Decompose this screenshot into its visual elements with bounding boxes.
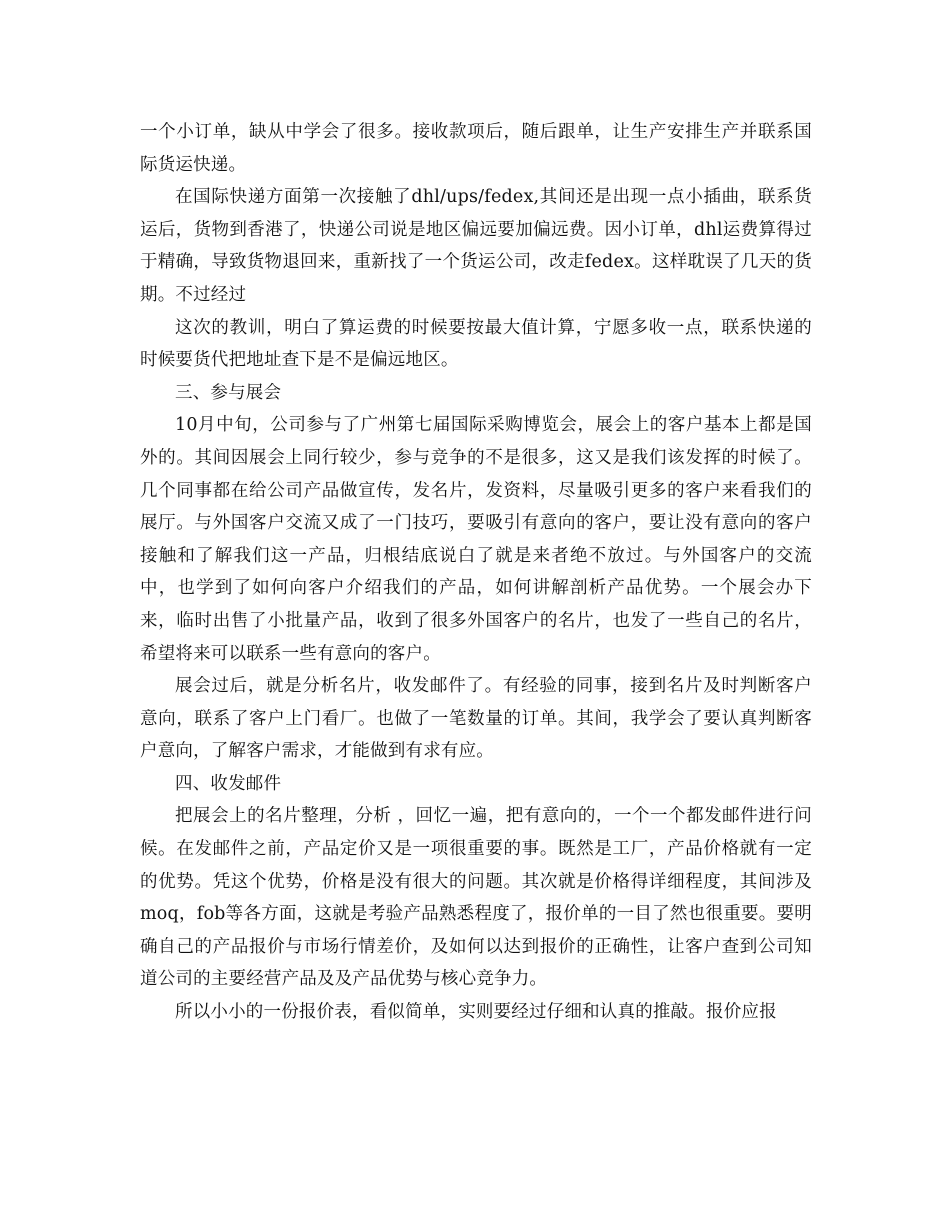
section-heading-exhibition: 三、参与展会 <box>175 382 282 403</box>
paragraph-express-shipping: 在国际快递方面第一次接触了dhl/ups/fedex,其间还是出现一点小插曲，联系货运后，货物到香港了，快递公司说是地区偏远要加偏远费。因小订单，dhl运费算得过于精确，导致货物退回来，重新找了一个货运公司，改走fedex。这样耽误了几天的货期。不过经过 <box>140 187 812 305</box>
paragraph-order-intro: 一个小订单，缺从中学会了很多。接收款项后，随后跟单，让生产安排生产并联系国际货运快递。 <box>140 122 812 175</box>
paragraph-shipping-lesson: 这次的教训，明白了算运费的时候要按最大值计算，宁愿多收一点，联系快递的时候要货代把地址查下是不是偏远地区。 <box>140 317 812 371</box>
paragraph-after-exhibition: 展会过后，就是分析名片，收发邮件了。有经验的同事，接到名片及时判断客户意向，联系了客户上门看厂。也做了一笔数量的订单。其间，我学会了要认真判断客户意向，了解客户需求，才能做到有求有应。 <box>140 676 812 762</box>
document-body <box>140 116 812 1029</box>
section-heading-emails: 四、收发邮件 <box>175 773 282 794</box>
paragraph-emails: 把展会上的名片整理，分析 ，回忆一遍，把有意向的，一个一个都发邮件进行问候。在发邮件之前，产品定价又是一项很重要的事。既然是工厂，产品价格就有一定的优势。凭这个优势，价格是没有很大的问题。其次就是价格得详细程度，其间涉及moq，fob等各方面，这就是考验产品熟悉程度了，报价单的一目了然也很重要。要明确自己的产品报价与市场行情差价，及如何以达到报价的正确性，让客户查到公司知道公司的主要经营产品及及产品优势与核心竞争力。 <box>140 806 812 990</box>
paragraph-exhibition: 10月中旬，公司参与了广州第七届国际采购博览会，展会上的客户基本上都是国外的。其间因展会上同行较少，参与竞争的不是很多，这又是我们该发挥的时候了。几个同事都在给公司产品做宣传，发名片，发资料，尽量吸引更多的客户来看我们的展厅。与外国客户交流又成了一门技巧，要吸引有意向的客户，要让没有意向的客户接触和了解我们这一产品，归根结底说白了就是来者绝不放过。与外国客户的交流中，也学到了如何向客户介绍我们的产品，如何讲解剖析产品优势。一个展会办下来，临时出售了小批量产品，收到了很多外国客户的名片，也发了一些自己的名片，希望将来可以联系一些有意向的客户。 <box>140 415 812 664</box>
paragraph-quotation: 所以小小的一份报价表，看似简单，实则要经过仔细和认真的推敲。报价应报 <box>175 1002 777 1023</box>
